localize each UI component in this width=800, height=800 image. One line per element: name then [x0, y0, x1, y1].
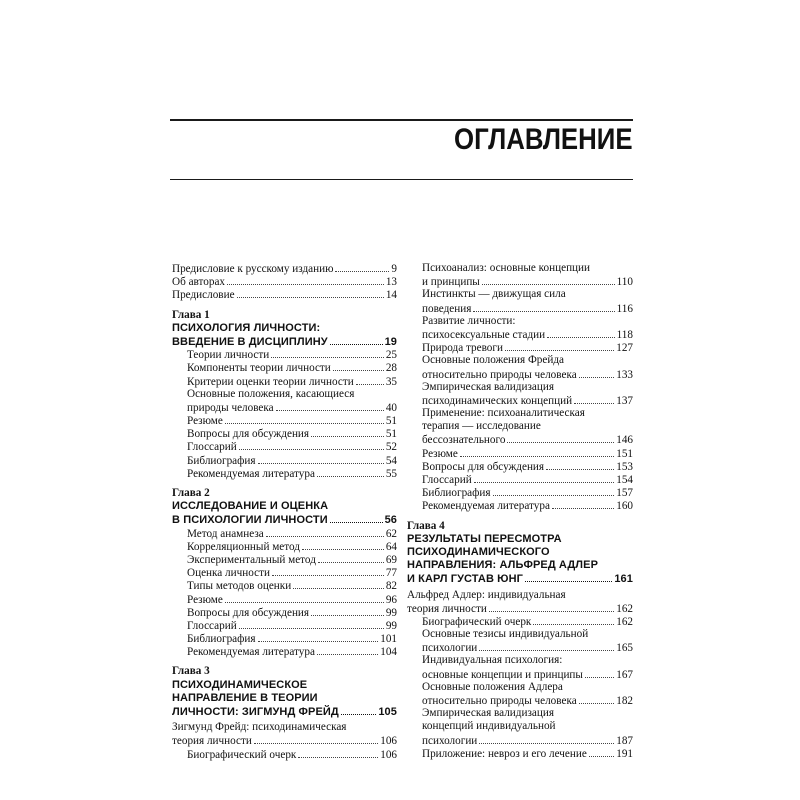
chapter-title[interactable]: ПСИХОДИНАМИЧЕСКОЕ: [172, 678, 308, 691]
toc-entry[interactable]: Рекомендуемая литература 104: [187, 646, 397, 659]
toc-entry[interactable]: Применение: психоаналитическая: [422, 407, 585, 420]
toc-entry[interactable]: Биографический очерк 162: [422, 615, 633, 628]
toc-entry[interactable]: Инстинкты — движущая сила: [422, 288, 566, 301]
chapter-title[interactable]: ПСИХОЛОГИЯ ЛИЧНОСТИ:: [172, 321, 321, 334]
toc-entry[interactable]: Библиография 101: [187, 633, 397, 646]
toc-entry[interactable]: Метод анамнеза 62: [187, 527, 397, 540]
toc-entry[interactable]: Биографический очерк 106: [187, 748, 397, 761]
chapter-label: Глава 3: [172, 665, 210, 678]
toc-entry[interactable]: Типы методов оценки 82: [187, 580, 397, 593]
toc-entry[interactable]: Оценка личности 77: [187, 567, 397, 580]
toc-entry[interactable]: Зигмунд Фрейд: психодинамическая: [172, 721, 347, 734]
toc-entry[interactable]: Основные положения, касающиеся: [187, 387, 355, 400]
toc-entry[interactable]: Индивидуальная психология:: [422, 654, 563, 667]
toc-entry[interactable]: природы человека 40: [187, 401, 397, 414]
chapter-label: Глава 2: [172, 487, 210, 499]
toc-left-column: [172, 262, 397, 761]
toc-entry[interactable]: Вопросы для обсуждения 51: [187, 428, 397, 441]
toc-entry[interactable]: концепций индивидуальной: [422, 720, 556, 733]
toc-entry[interactable]: Рекомендуемая литература 160: [422, 500, 633, 513]
chapter-title[interactable]: И КАРЛ ГУСТАВ ЮНГ 161: [407, 573, 633, 586]
chapter-title[interactable]: ИССЛЕДОВАНИЕ И ОЦЕНКА: [172, 500, 329, 513]
toc-entry[interactable]: бессознательного 146: [422, 434, 633, 447]
toc-entry[interactable]: психосексуальные стадии 118: [422, 328, 633, 341]
toc-entry[interactable]: Предисловие к русскому изданию 9: [172, 263, 397, 275]
toc-entry[interactable]: теория личности 106: [172, 735, 397, 748]
toc-entry[interactable]: Компоненты теории личности 28: [187, 362, 397, 375]
toc-entry[interactable]: Глоссарий 99: [187, 619, 397, 632]
chapter-title[interactable]: НАПРАВЛЕНИЕ В ТЕОРИИ: [172, 691, 318, 704]
toc-entry[interactable]: основные концепции и принципы 167: [422, 668, 633, 681]
toc-entry[interactable]: Критерии оценки теории личности 35: [187, 375, 397, 388]
toc-entry[interactable]: Альфред Адлер: индивидуальная: [407, 588, 566, 601]
toc-entry[interactable]: Психоанализ: основные концепции: [422, 262, 591, 274]
toc-entry[interactable]: поведения 116: [422, 302, 633, 315]
toc-entry[interactable]: Резюме 51: [187, 415, 397, 428]
page-title: ОГЛАВЛЕНИЕ: [454, 123, 633, 156]
toc-entry[interactable]: Резюме 151: [422, 447, 633, 460]
chapter-title[interactable]: РЕЗУЛЬТАТЫ ПЕРЕСМОТРА: [407, 532, 562, 545]
toc-entry[interactable]: Глоссарий 154: [422, 474, 633, 486]
toc-entry[interactable]: и принципы 110: [422, 276, 633, 289]
toc-entry[interactable]: Библиография 157: [422, 487, 633, 500]
toc-entry[interactable]: терапия — исследование: [422, 420, 541, 433]
chapter-title[interactable]: В ПСИХОЛОГИИ ЛИЧНОСТИ 56: [172, 514, 397, 527]
toc-entry[interactable]: Экспериментальный метод 69: [187, 553, 397, 566]
toc-entry[interactable]: Резюме 96: [187, 593, 397, 606]
toc-entry[interactable]: Основные тезисы индивидуальной: [422, 628, 589, 641]
chapter-title[interactable]: ПСИХОДИНАМИЧЕСКОГО: [407, 545, 550, 558]
toc-entry[interactable]: Рекомендуемая литература 55: [187, 467, 397, 480]
title-underline: [170, 179, 633, 180]
toc-entry[interactable]: Об авторах 13: [172, 276, 397, 289]
toc-entry[interactable]: Эмпирическая валидизация: [422, 380, 554, 393]
toc-entry[interactable]: Вопросы для обсуждения 99: [187, 606, 397, 619]
chapter-title[interactable]: ВВЕДЕНИЕ В ДИСЦИПЛИНУ 19: [172, 335, 397, 348]
toc-entry[interactable]: Глоссарий 52: [187, 441, 397, 454]
toc-right-column: [407, 262, 633, 760]
toc-entry[interactable]: психологии 165: [422, 642, 633, 655]
toc-entry[interactable]: теория личности 162: [407, 602, 633, 615]
toc-entry[interactable]: Основные положения Адлера: [422, 680, 563, 693]
toc-entry[interactable]: Эмпирическая валидизация: [422, 707, 554, 720]
toc-entry[interactable]: психологии 187: [422, 734, 633, 747]
chapter-title[interactable]: ЛИЧНОСТИ: ЗИГМУНД ФРЕЙД 105: [172, 706, 397, 718]
toc-entry[interactable]: относительно природы человека 133: [422, 368, 633, 381]
toc-entry[interactable]: Развитие личности:: [422, 314, 516, 327]
chapter-label: Глава 4: [407, 519, 445, 532]
toc-entry[interactable]: Библиография 54: [187, 454, 397, 467]
toc-entry[interactable]: относительно природы человека 182: [422, 695, 633, 707]
toc-entry[interactable]: Вопросы для обсуждения 153: [422, 460, 633, 473]
toc-entry[interactable]: Природа тревоги 127: [422, 342, 633, 355]
toc-entry[interactable]: Предисловие 14: [172, 289, 397, 302]
toc-entry[interactable]: Теории личности 25: [187, 349, 397, 362]
toc-entry[interactable]: Основные положения Фрейда: [422, 354, 565, 367]
toc-entry[interactable]: Корреляционный метод 64: [187, 540, 397, 553]
chapter-label: Глава 1: [172, 308, 210, 321]
toc-entry[interactable]: психодинамических концепций 137: [422, 394, 633, 407]
chapter-title[interactable]: НАПРАВЛЕНИЯ: АЛЬФРЕД АДЛЕР: [407, 559, 599, 572]
toc-entry[interactable]: Приложение: невроз и его лечение 191: [422, 747, 633, 760]
